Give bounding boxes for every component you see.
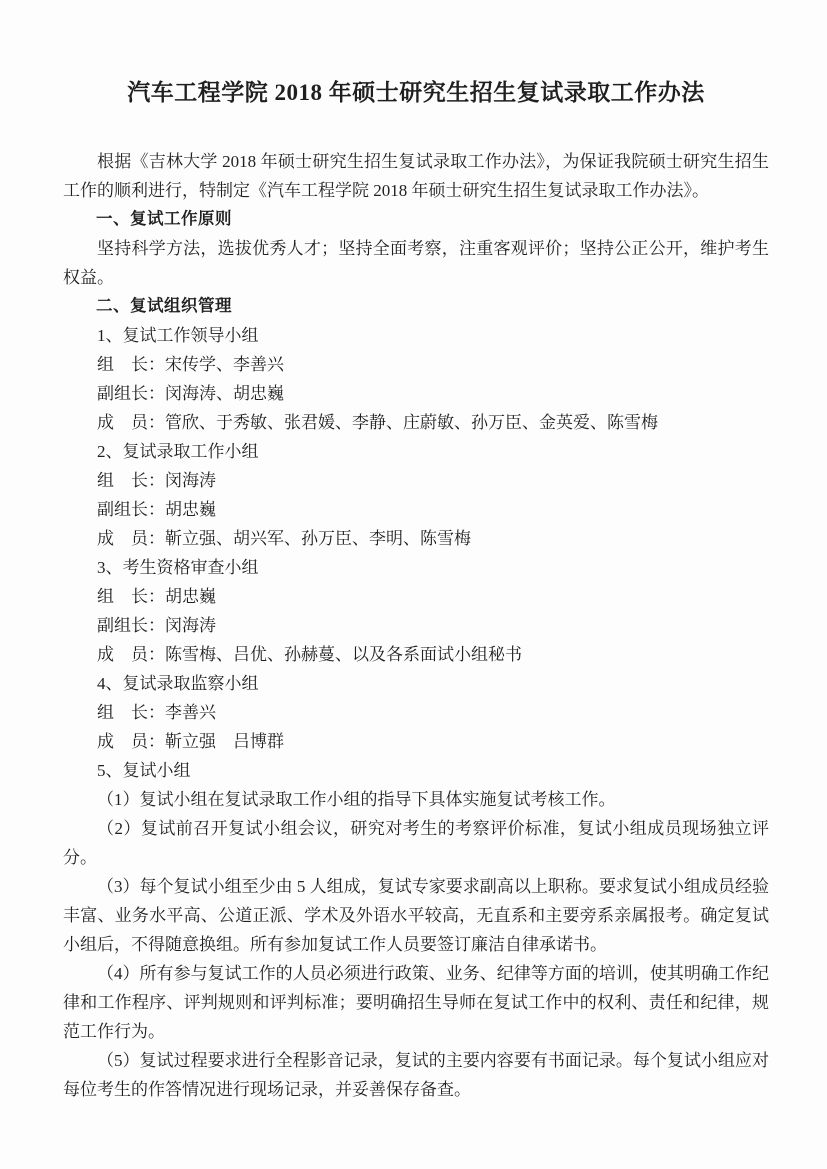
paragraph: （3）每个复试小组至少由 5 人组成，复试专家要求副高以上职称。要求复试小组成员经验丰富、业务水平高、公道正派、学术及外语水平较高，无直系和主要旁系亲属报考。确定复试小组后，不得随意换组。所有参加复试工作人员要签订廉洁自律承诺书。 [63,877,769,954]
paragraph: （2）复试前召开复试小组会议，研究对考生的考察评价标准，复试小组成员现场独立评分。 [63,819,769,867]
paragraph: 4、复试录取监察小组 [97,674,259,693]
paragraph: 坚持科学方法，选拔优秀人才；坚持全面考察，注重客观评价；坚持公正公开，维护考生权益。 [63,239,769,287]
paragraph: 5、复试小组 [97,761,191,780]
paragraph: 副组长：胡忠巍 [97,500,216,519]
paragraph: 成 员：陈雪梅、吕优、孙赫蔓、以及各系面试小组秘书 [97,645,522,664]
paragraph: 2、复试录取工作小组 [97,442,259,461]
paragraph: 组 长：李善兴 [97,703,216,722]
section-heading: 一、复试工作原则 [96,210,232,228]
paragraph: 1、复试工作领导小组 [97,326,259,345]
paragraph: 3、考生资格审查小组 [97,558,259,577]
paragraph: 副组长：闵海涛、胡忠巍 [97,384,284,403]
paragraph: 成 员：靳立强、胡兴军、孙万臣、李明、陈雪梅 [97,529,471,548]
paragraph: 组 长：宋传学、李善兴 [97,355,284,374]
document-body [63,147,769,1104]
paragraph: 组 长：胡忠巍 [97,587,216,606]
paragraph: 成 员：靳立强 吕博群 [97,732,284,751]
paragraph: （5）复试过程要求进行全程影音记录，复试的主要内容要有书面记录。每个复试小组应对每位考生的作答情况进行现场记录，并妥善保存备查。 [63,1051,769,1099]
paragraph: 根据《吉林大学 2018 年硕士研究生招生复试录取工作办法》，为保证我院硕士研究生招生工作的顺利进行，特制定《汽车工程学院 2018 年硕士研究生招生复试录取工作办法》。 [63,152,769,200]
section-heading: 二、复试组织管理 [96,297,232,315]
paragraph: （4）所有参与复试工作的人员必须进行政策、业务、纪律等方面的培训，使其明确工作纪律和工作程序、评判规则和评判标准；要明确招生导师在复试工作中的权利、责任和纪律，规范工作行为。 [63,964,769,1041]
paragraph: 组 长：闵海涛 [97,471,216,490]
paragraph: 成 员：管欣、于秀敏、张君媛、李静、庄蔚敏、孙万臣、金英爱、陈雪梅 [97,413,658,432]
document-title: 汽车工程学院 2018 年硕士研究生招生复试录取工作办法 [127,80,705,105]
paragraph: 副组长：闵海涛 [97,616,216,635]
paragraph: （1）复试小组在复试录取工作小组的指导下具体实施复试考核工作。 [97,790,616,809]
